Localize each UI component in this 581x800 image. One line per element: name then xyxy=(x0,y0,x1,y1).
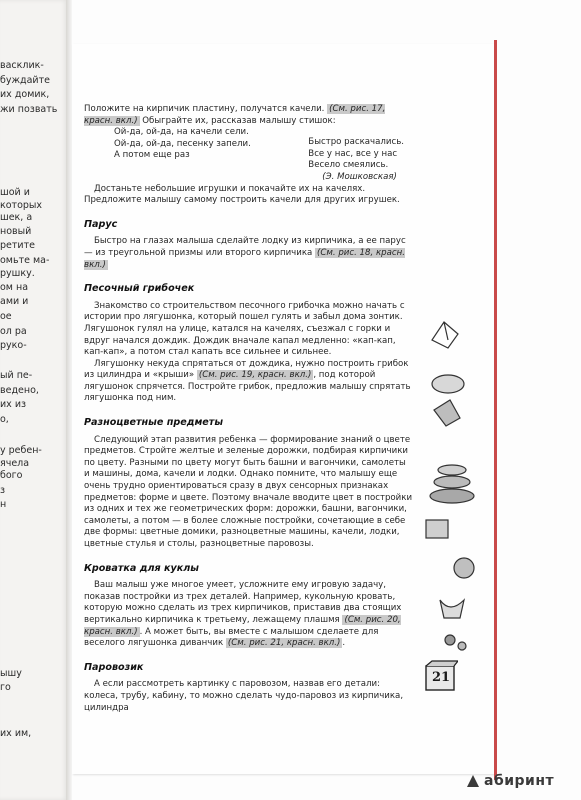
left-page-text-fragment: бого xyxy=(0,470,23,481)
left-page-text-fragment: их из xyxy=(0,399,27,410)
figure-reference: (См. рис. 18, красн. вкл.) xyxy=(84,247,405,270)
poem-line: Быстро раскачались. xyxy=(308,137,404,148)
figure-reference: (См. рис. 20, красн. вкл.) xyxy=(84,614,401,637)
section-heading-train: Паровозик xyxy=(84,661,144,673)
left-page-text-fragment xyxy=(0,541,66,553)
intro-line-2: Обыграйте их, рассказав малышу стишок: xyxy=(142,115,336,126)
left-page-text-fragment: которых xyxy=(0,200,43,211)
poem-author: (Э. Мошковская) xyxy=(322,171,397,182)
outro-paragraph: Достаньте небольшие игрушки и покачайте их на качелях. Предложите малышу самому построить качели для других игрушек. xyxy=(84,183,400,206)
section-text-mushroom-2: Лягушонку некуда спрятаться от дождика, нужно построить грибок из цилиндра и «крыши» (См. рис. 19, красн. вкл.) , под которой лягушонок спрячется. Постройте грибок, предложив малышу спрятать лягушонка под ним. xyxy=(84,358,411,404)
page-number: 21 xyxy=(431,670,451,685)
left-page-text-fragment xyxy=(0,700,66,712)
left-page-text-fragment: ведено, xyxy=(0,385,39,396)
left-page-text-fragment: их домик, xyxy=(0,89,50,100)
section-heading-doll-bed: Кроватка для куклы xyxy=(84,562,199,574)
intro-paragraph xyxy=(84,104,414,127)
pyramid-ring-icon xyxy=(430,489,474,503)
watermark-text: абиринт xyxy=(484,773,555,789)
pyramid-ring-icon xyxy=(438,465,466,475)
left-page-text-fragment: буждайте xyxy=(0,75,50,86)
poem-line: Весело смеялись. xyxy=(308,160,389,171)
poem-left-column xyxy=(114,127,251,183)
section-heading-colors: Разноцветные предметы xyxy=(84,417,224,429)
left-page-text-fragment: ячела xyxy=(0,458,30,469)
page-content xyxy=(84,104,414,714)
figure-reference: (См. рис. 19, красн. вкл.) xyxy=(198,370,312,381)
left-page-text-fragment: шой и xyxy=(0,187,30,198)
intro-line: Положите на кирпичик пластину, получатся качели. xyxy=(84,104,325,114)
rolled-toy-icon xyxy=(432,375,464,393)
poem-line: Ой-да, ой-да, песенку запели. xyxy=(114,138,251,149)
left-page-text-fragment xyxy=(0,527,66,539)
figure-reference: (См. рис. 21, красн. вкл.) xyxy=(227,638,341,649)
bead-toy-icon xyxy=(458,642,466,650)
cup-toy-icon xyxy=(440,600,464,618)
pyramid-ring-icon xyxy=(434,476,470,488)
left-page-text-fragment xyxy=(0,583,66,595)
poem-line: Все у нас, все у нас xyxy=(308,148,398,159)
left-page-text-fragment: их им, xyxy=(0,728,32,739)
left-page-fragment xyxy=(0,0,68,800)
left-page-text-fragment: ами и xyxy=(0,296,29,307)
left-page-text-fragment: шек, а xyxy=(0,212,33,223)
left-page-text-fragment: ол ра xyxy=(0,326,27,337)
watermark xyxy=(466,770,576,792)
toy-illustration xyxy=(420,320,500,700)
left-page-text-fragment: ретите xyxy=(0,240,35,251)
section-heading-mushroom: Песочный грибочек xyxy=(84,283,195,295)
left-page-text-fragment: н xyxy=(0,499,7,510)
left-page-text-fragment: ый пе- xyxy=(0,370,33,381)
left-page-text-fragment: васклик- xyxy=(0,60,44,71)
section-text-colors: Следующий этап развития ребенка — формирование знаний о цвете предметов. Стройте желтые и зеленые дорожки, подбирая кирпичики по цвету. Разными по цвету могут быть башни и вагончики, самолеты и машины, дома, качели и лодки. Однако помните, что малышу еще очень трудно ориентироваться сразу в двух сенсорных признаках предметов: форме и цвете. Поэтому вначале вводите цвет в постройки из одних и тех же геометрических форм: дорожки, башни, вагончики, самолеты, а потом — в более сложные постройки, сочетающие в себе две формы: цветные домики, разноцветные машины, качели, лодки, цветные стулья и столы, разноцветные паровозы. xyxy=(84,434,413,549)
bead-toy-icon xyxy=(445,635,455,645)
left-page-text-fragment: ом на xyxy=(0,282,29,293)
section-heading-sail: Парус xyxy=(84,218,118,230)
left-page-text-fragment xyxy=(0,513,66,525)
labirint-logo-icon xyxy=(466,774,480,788)
left-page-text-fragment xyxy=(0,597,66,609)
left-page-text-fragment: жи позвать xyxy=(0,104,58,115)
section-text-sail: Быстро на глазах малыша сделайте лодку из кирпичика, а ее парус — из треугольной призмы или второго кирпичика (См. рис. 18, красн. вкл.) xyxy=(84,236,406,270)
left-page-text-fragment: новый xyxy=(0,226,32,237)
left-page-text-fragment: рушку. xyxy=(0,268,35,279)
left-page-text-fragment xyxy=(0,555,66,567)
left-page-text-fragment: о, xyxy=(0,414,9,425)
block-toy-icon xyxy=(426,520,448,538)
left-page-text-fragment: руко- xyxy=(0,340,27,351)
left-page-text-fragment: у ребен- xyxy=(0,445,42,456)
left-page-text-fragment: го xyxy=(0,682,11,693)
poem-line: Ой-да, ой-да, на качели сели. xyxy=(114,127,249,138)
figure-reference: (См. рис. 17, красн. вкл.) xyxy=(84,104,386,126)
section-text-mushroom: Знакомство со строительством песочного грибочка можно начать с истории про лягушонка, который пошел гулять и забыл дома зонтик. Лягушонок гулял на улице, катался на качелях, съезжал с горки и вдруг начался дождик. Дождик вначале капал медленно: «кап-кап, кап-кап», а потом стал капать все сильнее и сильнее. xyxy=(84,300,405,358)
left-page-text-fragment xyxy=(0,569,66,581)
section-text-doll-bed: Ваш малыш уже многое умеет, усложните ему игровую задачу, показав постройки из трех деталей. Например, кукольную кровать, которую можно сделать из трех кирпичиков, приставив два стоящих вертикально кирпичика к третьему, лежащему плашмя (См. рис. 20, красн. вкл.) . А может быть, вы вместе с малышом сделаете для веселого лягушонка диванчик (См. рис. 21, красн. вкл.) . xyxy=(84,580,402,649)
left-page-text-fragment xyxy=(0,714,66,726)
left-page-text-fragment: з xyxy=(0,485,6,496)
left-page-text-fragment: ышу xyxy=(0,668,22,679)
hanging-toy-icon xyxy=(432,322,458,348)
left-page-text-fragment: ое xyxy=(0,311,12,322)
poem xyxy=(114,127,404,183)
poem-line: А потом еще раз xyxy=(114,150,190,161)
poem-right-column xyxy=(308,137,404,183)
ball-toy-icon xyxy=(454,558,474,578)
pinwheel-toy-icon xyxy=(434,400,460,426)
left-page-text-fragment: омьте ма- xyxy=(0,255,50,266)
left-page-text-fragment xyxy=(0,430,66,442)
section-text-train: А если рассмотреть картинку с паровозом, назвав его детали: колеса, трубу, кабину, то можно сделать чудо-паровоз из кирпичика, цилиндра xyxy=(84,679,404,713)
